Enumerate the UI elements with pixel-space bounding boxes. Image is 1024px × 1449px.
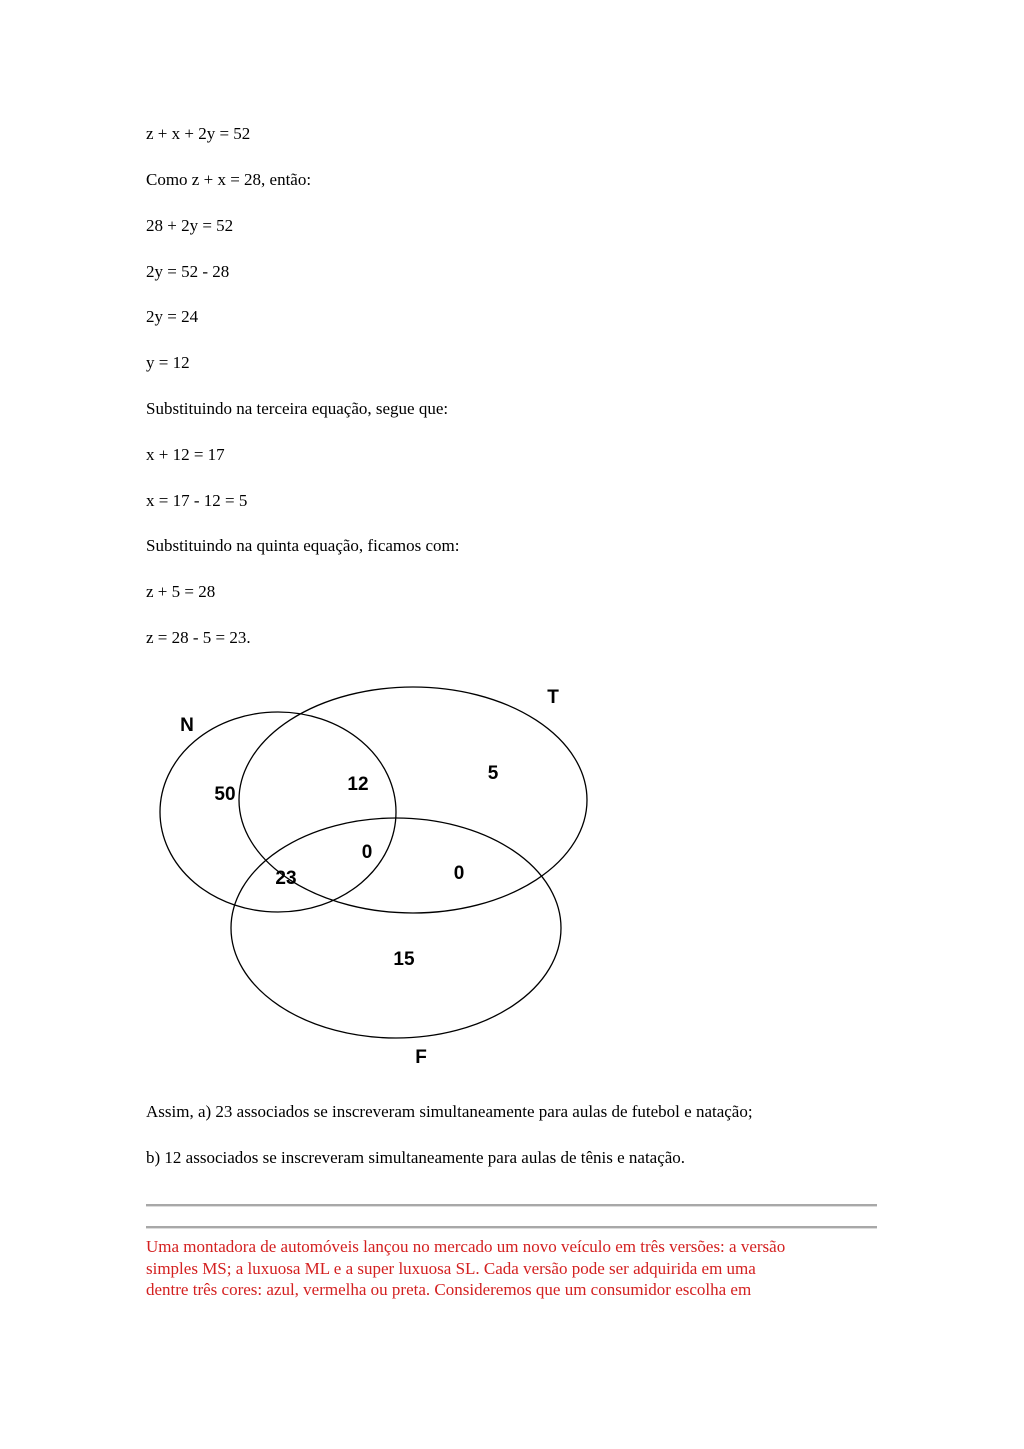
equation-line: 2y = 52 - 28 — [146, 262, 230, 281]
region-f-only: 15 — [393, 949, 415, 970]
set-label-t: T — [547, 687, 559, 708]
next-problem-line: Uma montadora de automóveis lançou no mercado um novo veículo em três versões: a versão — [146, 1237, 786, 1256]
region-n-only: 50 — [214, 784, 236, 805]
venn-diagram — [146, 670, 606, 1075]
region-n-t-f: 0 — [361, 842, 373, 863]
next-problem-line: simples MS; a luxuosa ML e a super luxuosa SL. Cada versão pode ser adquirida em uma — [146, 1258, 756, 1278]
region-t-and-f: 0 — [453, 863, 465, 884]
equation-line: x + 12 = 17 — [146, 445, 225, 464]
equation-line: y = 12 — [146, 353, 190, 372]
explanation-line: Substituindo na terceira equação, segue que: — [146, 399, 449, 418]
set-label-f: F — [415, 1047, 427, 1068]
set-label-n: N — [180, 715, 194, 736]
region-t-only: 5 — [487, 763, 499, 784]
equation-line: Como z + x = 28, então: — [146, 170, 312, 189]
region-n-and-f: 23 — [275, 868, 297, 889]
equation-line: z + 5 = 28 — [146, 582, 216, 601]
equation-line: 28 + 2y = 52 — [146, 216, 234, 235]
region-n-and-t: 12 — [347, 774, 369, 795]
explanation-line: Substituindo na quinta equação, ficamos com: — [146, 536, 460, 555]
equation-line: 2y = 24 — [146, 307, 199, 326]
conclusion-b: b) 12 associados se inscreveram simultaneamente para aulas de tênis e natação. — [146, 1148, 686, 1167]
next-problem-line: dentre três cores: azul, vermelha ou preta. Consideremos que um consumidor escolha em — [146, 1280, 752, 1299]
equation-line: z + x + 2y = 52 — [146, 124, 251, 143]
conclusion-a: Assim, a) 23 associados se inscreveram simultaneamente para aulas de futebol e natação; — [146, 1102, 753, 1121]
equation-line: z = 28 - 5 = 23. — [146, 628, 251, 647]
horizontal-rule — [146, 1204, 877, 1207]
equation-line: x = 17 - 12 = 5 — [146, 491, 248, 510]
horizontal-rule — [146, 1226, 877, 1229]
next-problem-text — [146, 1236, 877, 1301]
